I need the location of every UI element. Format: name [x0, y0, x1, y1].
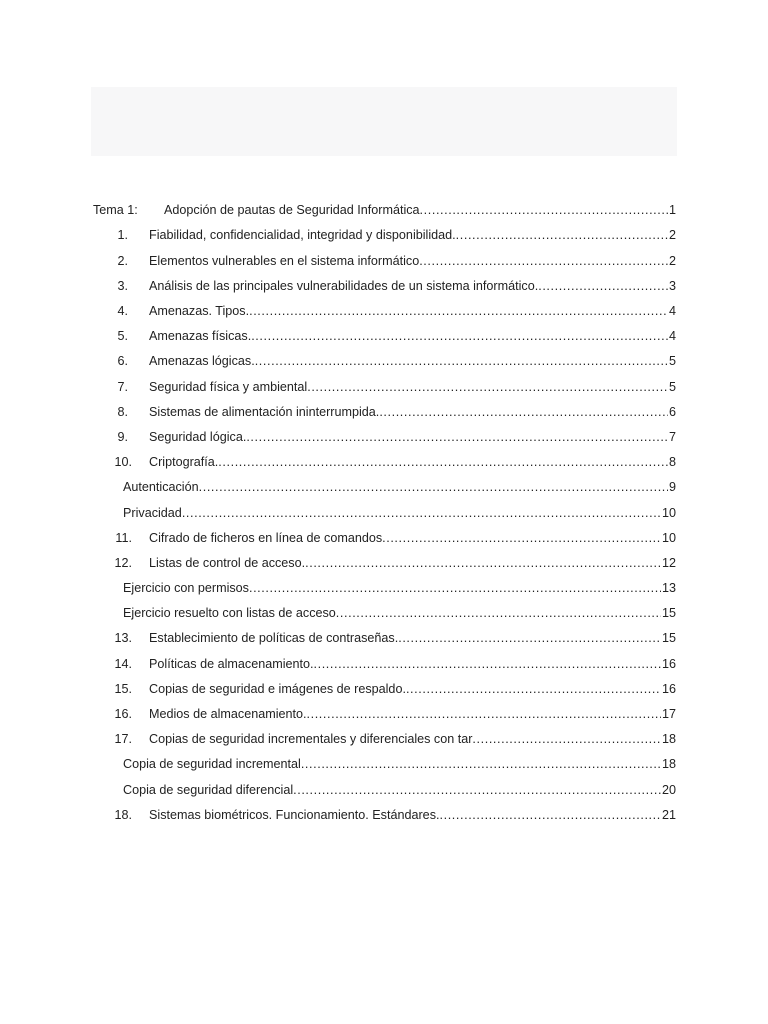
toc-entry[interactable]	[91, 425, 676, 450]
toc-entry-number: 17.	[114, 732, 132, 747]
toc-entry[interactable]	[91, 198, 676, 223]
toc-entry-number: 7.	[117, 379, 128, 394]
toc-entry[interactable]	[91, 576, 676, 601]
toc-entry[interactable]	[91, 702, 676, 727]
toc-dot-leader	[293, 784, 661, 797]
toc-entry[interactable]	[91, 324, 676, 349]
toc-dot-leader	[249, 305, 668, 318]
toc-entry-title: Establecimiento de políticas de contraseñas.	[149, 631, 399, 646]
toc-entry-number: 12.	[114, 555, 132, 570]
toc-entry-number: 9.	[117, 429, 128, 444]
toc-entry-page: 5	[668, 379, 676, 394]
toc-dot-leader	[382, 532, 661, 545]
toc-entry-page: 13	[661, 581, 676, 596]
toc-entry-number: 5.	[117, 329, 128, 344]
toc-entry[interactable]	[91, 551, 676, 576]
toc-entry-title: Sistemas de alimentación ininterrumpida.	[149, 404, 380, 419]
toc-entry-title: Políticas de almacenamiento.	[149, 656, 314, 671]
toc-dot-leader	[251, 330, 668, 343]
toc-entry-title: Seguridad física y ambiental	[149, 379, 308, 394]
toc-entry[interactable]	[91, 626, 676, 651]
toc-entry-title: Adopción de pautas de Seguridad Informática	[164, 203, 420, 218]
toc-entry-page: 20	[661, 782, 676, 797]
toc-dot-leader	[314, 658, 661, 671]
toc-dot-leader	[218, 456, 668, 469]
toc-dot-leader	[182, 507, 661, 520]
toc-entry[interactable]	[91, 525, 676, 550]
toc-entry[interactable]	[91, 299, 676, 324]
toc-dot-leader	[336, 607, 661, 620]
toc-dot-leader	[406, 683, 661, 696]
toc-dot-leader	[307, 381, 668, 394]
toc-entry-page: 18	[661, 757, 676, 772]
toc-dot-leader	[420, 204, 668, 217]
toc-dot-leader	[419, 255, 668, 268]
toc-dot-leader	[440, 809, 661, 822]
toc-entry-page: 2	[668, 253, 676, 268]
toc-entry-title: Fiabilidad, confidencialidad, integridad y disponibilidad.	[149, 228, 456, 243]
toc-entry-page: 16	[661, 681, 676, 696]
toc-entry-title: Sistemas biométricos. Funcionamiento. Estándares.	[149, 807, 440, 822]
toc-entry-page: 1	[668, 203, 676, 218]
toc-entry-title: Seguridad lógica.	[149, 429, 247, 444]
toc-entry-page: 4	[668, 304, 676, 319]
toc-entry-title: Copias de seguridad incrementales y diferenciales con tar	[149, 732, 473, 747]
toc-entry-title: Ejercicio resuelto con listas de acceso	[123, 606, 336, 621]
toc-entry[interactable]	[91, 777, 676, 802]
toc-entry-number: 3.	[117, 278, 128, 293]
toc-entry-title: Cifrado de ficheros en línea de comandos	[149, 530, 383, 545]
toc-entry-number: 10.	[114, 455, 132, 470]
toc-entry-number: 16.	[114, 707, 132, 722]
toc-entry-title: Análisis de las principales vulnerabilidades de un sistema informático.	[149, 278, 539, 293]
toc-entry-page: 3	[668, 278, 676, 293]
toc-entry-number: 11.	[115, 530, 132, 545]
toc-entry[interactable]	[91, 349, 676, 374]
toc-entry-page: 5	[668, 354, 676, 369]
toc-dot-leader	[301, 758, 661, 771]
toc-entry[interactable]	[91, 374, 676, 399]
toc-entry[interactable]	[91, 248, 676, 273]
toc-dot-leader	[538, 280, 668, 293]
toc-dot-leader	[199, 481, 668, 494]
toc-entry-page: 8	[668, 455, 676, 470]
toc-dot-leader	[305, 557, 661, 570]
toc-dot-leader	[472, 733, 661, 746]
toc-entry[interactable]	[91, 651, 676, 676]
toc-entry[interactable]	[91, 677, 676, 702]
toc-entry-number: 4.	[117, 304, 128, 319]
toc-entry-page: 15	[661, 631, 676, 646]
toc-entry[interactable]	[91, 803, 676, 828]
toc-entry-page: 2	[668, 228, 676, 243]
toc-entry-title: Copias de seguridad e imágenes de respaldo.	[149, 681, 406, 696]
toc-entry-number: Tema 1:	[93, 203, 138, 218]
toc-entry-title: Amenazas lógicas.	[149, 354, 255, 369]
toc-dot-leader	[255, 355, 668, 368]
toc-entry-page: 9	[668, 480, 676, 495]
toc-entry-number: 18.	[114, 807, 132, 822]
header-band	[91, 87, 677, 156]
toc-dot-leader	[246, 431, 668, 444]
toc-entry-page: 15	[661, 606, 676, 621]
toc-entry[interactable]	[91, 475, 676, 500]
toc-entry-page: 18	[661, 732, 676, 747]
toc-entry-number: 15.	[114, 681, 132, 696]
toc-entry-page: 10	[661, 530, 676, 545]
toc-entry[interactable]	[91, 274, 676, 299]
toc-entry-title: Listas de control de acceso.	[149, 555, 306, 570]
toc-entry-page: 21	[661, 807, 676, 822]
toc-dot-leader	[307, 708, 661, 721]
toc-entry-title: Copia de seguridad incremental	[123, 757, 301, 772]
toc-entry-title: Ejercicio con permisos	[123, 581, 249, 596]
toc-entry-title: Autenticación	[123, 480, 199, 495]
toc-entry-number: 13.	[114, 631, 132, 646]
toc-dot-leader	[379, 406, 668, 419]
toc-entry[interactable]	[91, 500, 676, 525]
toc-entry-title: Copia de seguridad diferencial	[123, 782, 294, 797]
toc-entry[interactable]	[91, 752, 676, 777]
toc-entry[interactable]	[91, 223, 676, 248]
toc-entry-title: Medios de almacenamiento.	[149, 707, 307, 722]
toc-entry[interactable]	[91, 450, 676, 475]
toc-entry-page: 4	[668, 329, 676, 344]
toc-entry-page: 17	[661, 707, 676, 722]
toc-entry-number: 6.	[117, 354, 128, 369]
toc-entry-number: 1.	[117, 228, 128, 243]
toc-entry-number: 8.	[117, 404, 128, 419]
toc-entry[interactable]	[91, 727, 676, 752]
toc-entry-page: 12	[661, 555, 676, 570]
toc-entry-title: Amenazas físicas.	[149, 329, 252, 344]
toc-entry-title: Amenazas. Tipos.	[149, 304, 250, 319]
toc-entry-page: 10	[661, 505, 676, 520]
toc-entry-number: 14.	[114, 656, 132, 671]
toc-entry-page: 16	[661, 656, 676, 671]
toc-entry-title: Elementos vulnerables en el sistema informático	[149, 253, 420, 268]
toc-entry-title: Criptografía.	[149, 455, 219, 470]
table-of-contents	[91, 198, 676, 828]
toc-entry-page: 7	[668, 429, 676, 444]
toc-entry-number: 2.	[117, 253, 128, 268]
toc-dot-leader	[249, 582, 661, 595]
toc-dot-leader	[456, 229, 668, 242]
toc-entry-title: Privacidad	[123, 505, 182, 520]
toc-entry[interactable]	[91, 400, 676, 425]
toc-entry-page: 6	[668, 404, 676, 419]
toc-entry[interactable]	[91, 601, 676, 626]
toc-dot-leader	[398, 632, 661, 645]
